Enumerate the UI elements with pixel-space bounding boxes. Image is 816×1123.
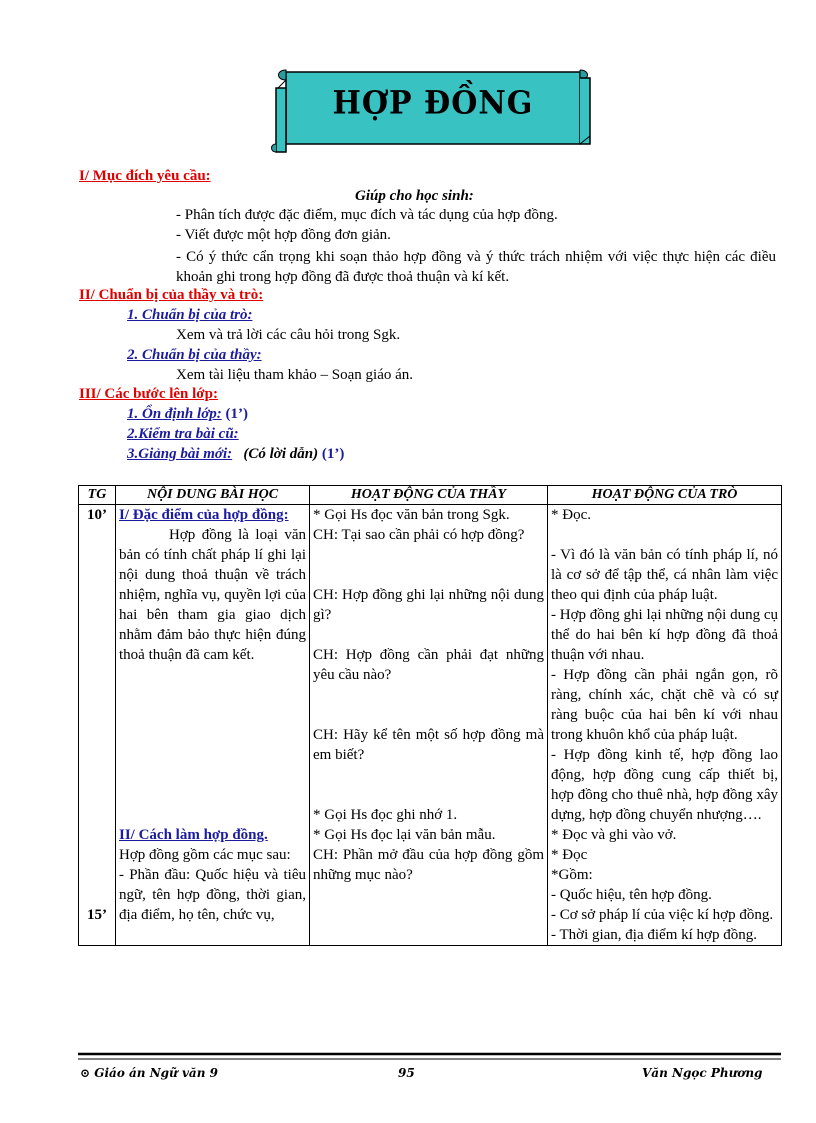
content-paragraph: Hợp đồng là loại văn bản có tính chất pháp lí ghi lại nội dung thoả thuận về trách nhiệm, nghĩa vụ, quyền lợi của hai bên tham gia giao dịch nhằm đảm bảo thực hiện đúng thoả thuận đã cam kết. bbox=[119, 527, 306, 663]
teacher-question: CH: Tại sao cần phải có hợp đồng? bbox=[313, 527, 525, 543]
purpose-item: - Phân tích được đặc điểm, mục đích và tác dụng của hợp đồng. bbox=[176, 207, 558, 223]
col-header-teacher: HOẠT ĐỘNG CỦA THẦY bbox=[310, 486, 548, 505]
teacher-question: CH: Phần mở đầu của hợp đồng gồm những mục nào? bbox=[313, 847, 544, 883]
step-2: 2.Kiểm tra bài cũ: bbox=[127, 426, 239, 442]
student-prep-text: Xem và trả lời các câu hỏi trong Sgk. bbox=[176, 327, 401, 343]
table-row bbox=[79, 505, 782, 946]
purpose-item: - Viết được một hợp đồng đơn giản. bbox=[176, 227, 391, 243]
content-paragraph: Hợp đồng gồm các mục sau: bbox=[119, 847, 291, 863]
teacher-cell bbox=[310, 505, 548, 946]
purpose-lead: Giúp cho học sinh: bbox=[355, 188, 474, 204]
page-title: HỢP ĐỒNG bbox=[332, 85, 534, 122]
teacher-prep-text: Xem tài liệu tham khảo – Soạn giáo án. bbox=[176, 367, 414, 383]
table-header-row bbox=[79, 486, 782, 505]
content-cell bbox=[116, 505, 310, 946]
student-answer: - Hợp đồng kinh tế, hợp đồng lao động, hợp đồng cung cấp thiết bị, hợp đồng cho thuê nhà, hợp đồng xây dựng, hợp đồng chuyển nhượng…. bbox=[551, 747, 778, 823]
time-cell bbox=[79, 505, 116, 946]
content-heading: I/ Đặc điểm của hợp đồng: bbox=[119, 507, 289, 523]
student-cell bbox=[548, 505, 782, 946]
teacher-activity: * Gọi Hs đọc lại văn bản mẫu. bbox=[313, 827, 496, 843]
title-banner bbox=[268, 64, 598, 164]
teacher-question: CH: Hãy kể tên một số hợp đồng mà em biết? bbox=[313, 727, 544, 763]
teacher-activity: * Gọi Hs đọc ghi nhớ 1. bbox=[313, 807, 458, 823]
content-paragraph: - Phần đầu: Quốc hiệu và tiêu ngữ, tên hợp đồng, thời gian, địa điểm, họ tên, chức vụ, bbox=[119, 867, 306, 923]
page-number: 95 bbox=[398, 1066, 415, 1080]
student-answer: - Hợp đồng ghi lại những nội dung cụ thể do hai bên kí hợp đồng đã thoả thuận với nhau. bbox=[551, 607, 778, 663]
time-value: 15’ bbox=[87, 907, 107, 923]
student-activity: * Đọc và ghi vào vở. bbox=[551, 827, 677, 843]
step-3: 3.Giảng bài mới: (Có lời dẫn) (1’) bbox=[127, 446, 345, 462]
section-heading-steps: III/ Các bước lên lớp: bbox=[79, 386, 218, 402]
student-answer: - Vì đó là văn bản có tính pháp lí, nó là cơ sở để tập thể, cá nhân làm việc theo qui định của pháp luật. bbox=[551, 547, 778, 603]
footer-author: Văn Ngọc Phương bbox=[642, 1066, 763, 1080]
teacher-question: CH: Hợp đồng cần phải đạt những yêu cầu nào? bbox=[313, 647, 544, 683]
student-answer: - Quốc hiệu, tên hợp đồng. bbox=[551, 887, 712, 903]
lesson-plan-table bbox=[78, 485, 782, 946]
bullet-icon: ⊙ bbox=[80, 1066, 91, 1080]
col-header-content: NỘI DUNG BÀI HỌC bbox=[116, 486, 310, 505]
student-prep-heading: 1. Chuẩn bị của trò: bbox=[127, 307, 253, 323]
content-heading: II/ Cách làm hợp đồng. bbox=[119, 827, 268, 843]
student-answer: - Thời gian, địa điểm kí hợp đồng. bbox=[551, 927, 757, 943]
student-answer: *Gồm: bbox=[551, 867, 593, 883]
purpose-item: - Có ý thức cẩn trọng khi soạn thảo hợp đồng và ý thức trách nhiệm với việc thực hiện các điều khoản ghi trong hợp đồng đã được thoả thuận và kí kết. bbox=[176, 249, 776, 285]
col-header-student: HOẠT ĐỘNG CỦA TRÒ bbox=[548, 486, 782, 505]
section-heading-preparation: II/ Chuẩn bị của thầy và trò: bbox=[79, 287, 264, 303]
teacher-activity: * Gọi Hs đọc văn bản trong Sgk. bbox=[313, 507, 510, 523]
footer-rule bbox=[78, 1052, 781, 1062]
col-header-time: TG bbox=[79, 486, 116, 505]
time-value: 10’ bbox=[87, 507, 107, 523]
section-heading-purpose: I/ Mục đích yêu cầu: bbox=[79, 168, 211, 184]
teacher-prep-heading: 2. Chuẩn bị của thầy: bbox=[127, 347, 262, 363]
step-1: 1. Ổn định lớp: (1’) bbox=[127, 406, 248, 422]
student-answer: - Hợp đồng cần phải ngắn gọn, rõ ràng, chính xác, chặt chẽ và có sự ràng buộc của hai bên kí với nhau trong khuôn khổ của pháp luật. bbox=[551, 667, 778, 743]
teacher-question: CH: Hợp đồng ghi lại những nội dung gì? bbox=[313, 587, 544, 623]
student-answer: - Cơ sở pháp lí của việc kí hợp đồng. bbox=[551, 907, 774, 923]
student-activity: * Đọc. bbox=[551, 507, 591, 523]
footer-left: ⊙ Giáo án Ngữ văn 9 bbox=[80, 1066, 218, 1080]
student-activity: * Đọc bbox=[551, 847, 588, 863]
